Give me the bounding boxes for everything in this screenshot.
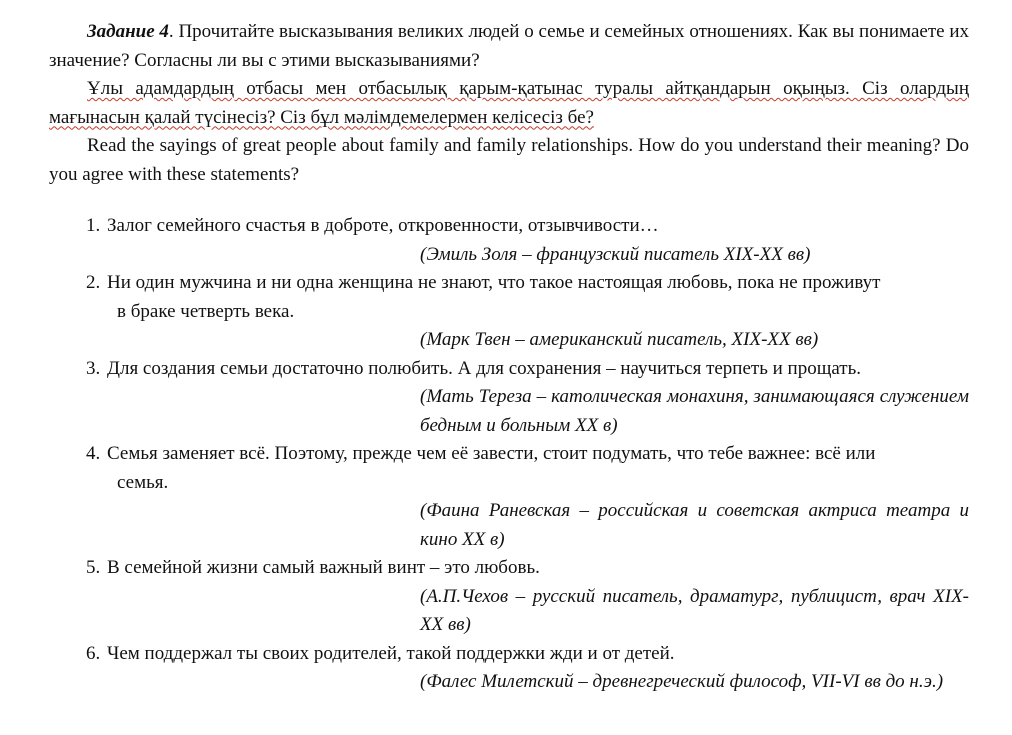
- quote-item: [86, 440, 969, 554]
- quote-attribution: (Фалес Милетский – древнегреческий философ, VII-VI вв до н.э.): [420, 671, 944, 692]
- quote-text: [107, 269, 969, 326]
- task-paragraph-en: [49, 132, 969, 189]
- quote-number: 6.: [86, 642, 101, 664]
- quote-line: Для создания семьи достаточно полюбить. А для сохранения – научиться терпеть и прощать.: [107, 357, 861, 379]
- quote-number: 4.: [86, 443, 101, 464]
- quote-item: [86, 355, 969, 441]
- quote-text: [107, 212, 969, 241]
- task-text-en: Read the sayings of great people about family and family relationships. How do you understand their meaning? Do you agree with these statements?: [49, 135, 969, 185]
- task-paragraph-kz: [49, 75, 969, 132]
- quote-item: [86, 554, 969, 640]
- quote-attribution: (Мать Тереза – католическая монахиня, занимающаяся служением бедным и больным XX в): [420, 386, 969, 436]
- quote-attribution: (Эмиль Золя – французский писатель XIX-XX вв): [420, 243, 811, 265]
- quote-text: [107, 554, 969, 583]
- quote-item: [86, 640, 969, 697]
- quotes-list: [86, 212, 969, 697]
- quote-text: [107, 440, 969, 497]
- task-text-ru: Прочитайте высказывания великих людей о семье и семейных отношениях. Как вы понимаете их значение? Согласны ли вы с этими высказываниями?: [49, 21, 969, 71]
- quote-number: 1.: [86, 215, 101, 236]
- quote-line: Ни один мужчина и ни одна женщина не знают, что такое настоящая любовь, пока не проживут: [107, 272, 881, 293]
- quote-number: 3.: [86, 357, 101, 379]
- task-label-suffix: .: [168, 21, 174, 42]
- quote-line-continued: в браке четверть века.: [117, 300, 295, 322]
- quote-text: [107, 355, 969, 384]
- task-intro: [49, 18, 969, 189]
- task-label: Задание 4: [87, 21, 169, 42]
- quote-line-continued: семья.: [117, 471, 169, 493]
- quote-text: [107, 640, 969, 669]
- task-paragraph-ru: [49, 18, 969, 75]
- quote-item: [86, 269, 969, 355]
- quote-number: 2.: [86, 272, 101, 293]
- quote-attribution: (А.П.Чехов – русский писатель, драматург, публицист, врач XIX-XX вв): [420, 585, 969, 635]
- quote-line: Чем поддержал ты своих родителей, такой поддержки жди и от детей.: [107, 642, 675, 664]
- quote-item: [86, 212, 969, 269]
- task-text-kz: Ұлы адамдардың отбасы мен отбасылық қарым-қатынас туралы айтқандарын оқыңыз. Сіз олардың мағынасын қалай түсінесіз? Сіз бұл мәлімдемелермен келісесіз бе?: [49, 78, 969, 128]
- quote-line: Залог семейного счастья в доброте, откровенности, отзывчивости…: [107, 215, 659, 236]
- quote-line: В семейной жизни самый важный винт – это любовь.: [107, 557, 540, 578]
- quote-line: Семья заменяет всё. Поэтому, прежде чем её завести, стоит подумать, что тебе важнее: всё или: [107, 443, 876, 464]
- quote-attribution: (Марк Твен – американский писатель, XIX-XX вв): [420, 329, 819, 350]
- quote-number: 5.: [86, 557, 101, 578]
- quote-attribution: (Фаина Раневская – российская и советская актриса театра и кино XX в): [420, 500, 969, 550]
